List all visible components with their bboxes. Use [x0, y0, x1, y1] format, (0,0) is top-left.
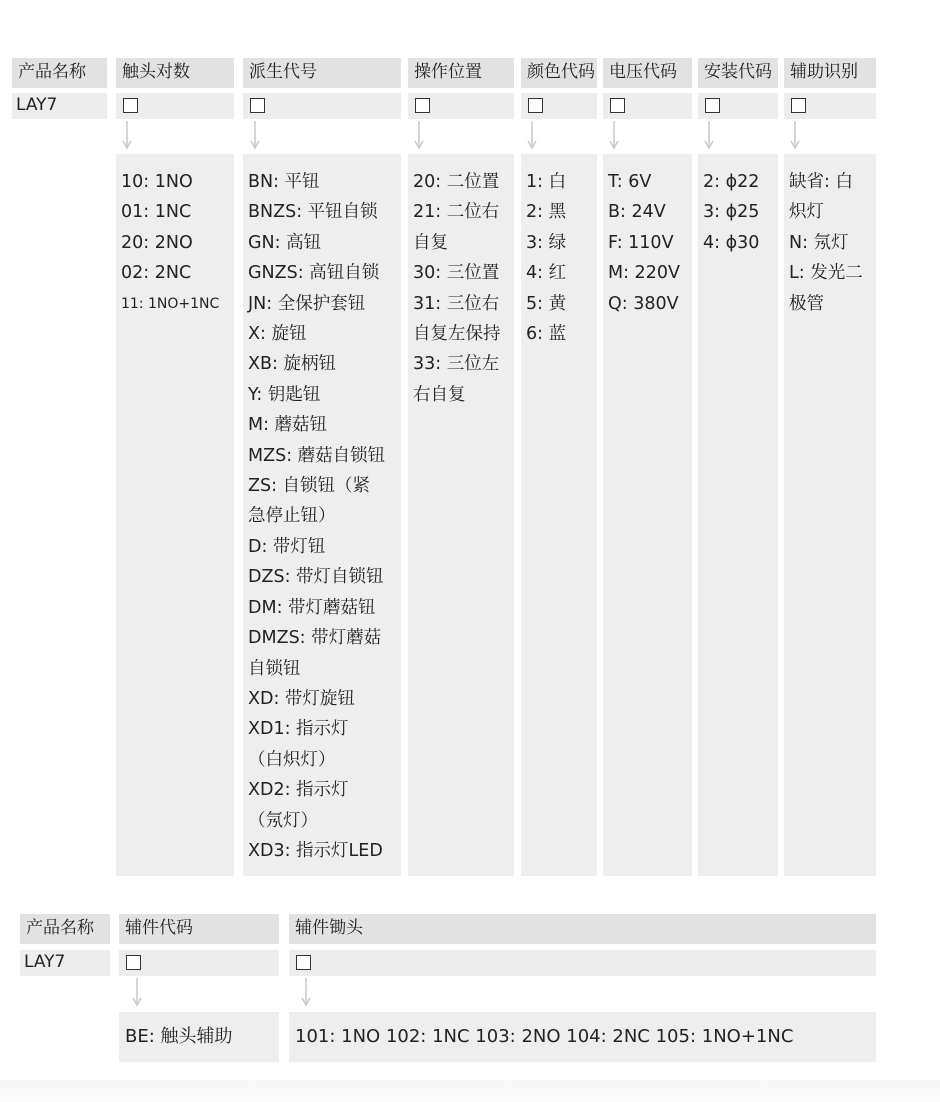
- derivative-option: M: 蘑菇钮: [248, 415, 328, 436]
- voltage-option: T: 6V: [608, 172, 652, 192]
- checkbox-icon: [296, 955, 311, 970]
- derivative-option: DMZS: 带灯蘑菇: [248, 628, 382, 649]
- color-option: 5: 黄: [526, 293, 567, 314]
- header-color: 颜色代码: [521, 58, 597, 88]
- color-option: 3: 绿: [526, 232, 567, 253]
- header-auxiliary-id: 辅助识别: [784, 58, 876, 88]
- aux-heads-value: 101: 1NO 102: 1NC 103: 2NO 104: 2NC 105: 1NO+1NC: [289, 1012, 876, 1062]
- table2-product-model: LAY7: [20, 950, 110, 976]
- mounting-option: 3: ϕ25: [703, 202, 760, 223]
- down-arrow-icon: [609, 121, 619, 151]
- derivative-option: JN: 全保护套钮: [248, 293, 366, 314]
- auxiliary-id-option-cont: 极管: [789, 293, 824, 314]
- checkbox-icon: [528, 98, 543, 113]
- checkbox-cell-contacts: [116, 93, 234, 119]
- derivative-option: BNZS: 平钮自锁: [248, 202, 378, 223]
- auxiliary-id-option: 缺省: 白: [789, 172, 853, 192]
- derivative-option: BN: 平钮: [248, 172, 320, 192]
- derivatives-column: [243, 154, 401, 876]
- header-mounting: 安装代码: [698, 58, 778, 88]
- header-position: 操作位置: [408, 58, 514, 88]
- voltage-column: [603, 154, 692, 876]
- contacts-option: 20: 2NO: [121, 232, 193, 253]
- checkbox-cell-derivatives: [243, 93, 401, 119]
- contacts-option: 02: 2NC: [121, 263, 192, 284]
- color-option: 1: 白: [526, 172, 567, 192]
- contacts-option: 11: 1NO+1NC: [121, 295, 220, 312]
- down-arrow-icon: [704, 121, 714, 151]
- checkbox-icon: [610, 98, 625, 113]
- voltage-option: M: 220V: [608, 263, 680, 284]
- derivative-option: DM: 带灯蘑菇钮: [248, 597, 376, 618]
- page-bottom-fade: [0, 1080, 940, 1102]
- contacts-option: 10: 1NO: [121, 172, 193, 192]
- derivative-option: XD3: 指示灯LED: [248, 840, 383, 861]
- table2-header-product-name: 产品名称: [20, 914, 110, 944]
- voltage-option: F: 110V: [608, 232, 674, 253]
- checkbox-cell-mounting: [698, 93, 778, 119]
- position-option-cont: 自复: [413, 232, 448, 253]
- checkbox-icon: [705, 98, 720, 113]
- down-arrow-icon: [414, 121, 424, 151]
- position-option-cont: 右自复: [413, 384, 466, 405]
- derivative-option: X: 旋钮: [248, 324, 307, 345]
- mounting-column: [698, 154, 778, 876]
- derivative-option: XB: 旋柄钮: [248, 354, 336, 375]
- table2-header-aux-heads: 辅件锄头: [289, 914, 876, 944]
- down-arrow-icon: [527, 121, 537, 151]
- product-model: LAY7: [12, 93, 107, 119]
- down-arrow-icon: [301, 978, 311, 1008]
- derivative-option: XD: 带灯旋钮: [248, 688, 355, 709]
- derivative-option: GN: 高钮: [248, 232, 322, 253]
- aux-code-value: BE: 触头辅助: [119, 1012, 279, 1062]
- voltage-option: Q: 380V: [608, 293, 679, 314]
- derivative-option: ZS: 自锁钮（紧: [248, 476, 371, 497]
- table2-checkbox-cell-aux-code: [119, 950, 279, 976]
- table2-header-aux-code: 辅件代码: [119, 914, 279, 944]
- down-arrow-icon: [250, 121, 260, 151]
- derivative-option: Y: 钥匙钮: [248, 384, 321, 405]
- down-arrow-icon: [790, 121, 800, 151]
- position-option: 30: 三位置: [413, 263, 500, 284]
- checkbox-icon: [250, 98, 265, 113]
- position-option: 33: 三位左: [413, 354, 500, 375]
- down-arrow-icon: [132, 978, 142, 1008]
- derivative-option: MZS: 蘑菇自锁钮: [248, 445, 386, 466]
- color-option: 2: 黑: [526, 202, 567, 223]
- header-product-name: 产品名称: [12, 58, 107, 88]
- down-arrow-icon: [122, 121, 132, 151]
- position-column: [408, 154, 514, 876]
- checkbox-cell-position: [408, 93, 514, 119]
- derivative-option: XD2: 指示灯: [248, 780, 349, 801]
- derivative-option: DZS: 带灯自锁钮: [248, 567, 384, 588]
- checkbox-icon: [126, 955, 141, 970]
- derivative-option-cont: （白炽灯）: [248, 749, 336, 770]
- contacts-option: 01: 1NC: [121, 202, 192, 223]
- checkbox-cell-auxiliary: [784, 93, 876, 119]
- derivative-option: XD1: 指示灯: [248, 719, 349, 740]
- derivative-option-cont: 自锁钮: [248, 658, 301, 679]
- color-option: 6: 蓝: [526, 324, 567, 345]
- position-option-cont: 自复左保持: [413, 324, 501, 345]
- checkbox-cell-voltage: [603, 93, 692, 119]
- auxiliary-id-option: N: 氖灯: [789, 232, 849, 253]
- table2-checkbox-cell-aux-heads: [289, 950, 876, 976]
- derivative-option-cont: 急停止钮）: [248, 506, 336, 527]
- checkbox-icon: [415, 98, 430, 113]
- header-derivatives: 派生代号: [243, 58, 401, 88]
- position-option: 21: 二位右: [413, 202, 500, 223]
- checkbox-icon: [791, 98, 806, 113]
- header-voltage: 电压代码: [603, 58, 692, 88]
- color-option: 4: 红: [526, 263, 567, 284]
- derivative-option-cont: （氖灯）: [248, 810, 318, 831]
- color-column: [521, 154, 597, 876]
- auxiliary-id-option-cont: 炽灯: [789, 202, 824, 223]
- header-contacts: 触头对数: [116, 58, 234, 88]
- auxiliary-id-option: L: 发光二: [789, 263, 863, 284]
- mounting-option: 4: ϕ30: [703, 232, 760, 253]
- checkbox-cell-color: [521, 93, 597, 119]
- mounting-option: 2: ϕ22: [703, 172, 760, 192]
- position-option: 20: 二位置: [413, 172, 500, 192]
- auxiliary-id-column: [784, 154, 876, 876]
- derivative-option: GNZS: 高钮自锁: [248, 263, 380, 284]
- voltage-option: B: 24V: [608, 202, 666, 223]
- derivative-option: D: 带灯钮: [248, 536, 326, 557]
- position-option: 31: 三位右: [413, 293, 500, 314]
- checkbox-icon: [123, 98, 138, 113]
- contacts-column: [116, 154, 234, 876]
